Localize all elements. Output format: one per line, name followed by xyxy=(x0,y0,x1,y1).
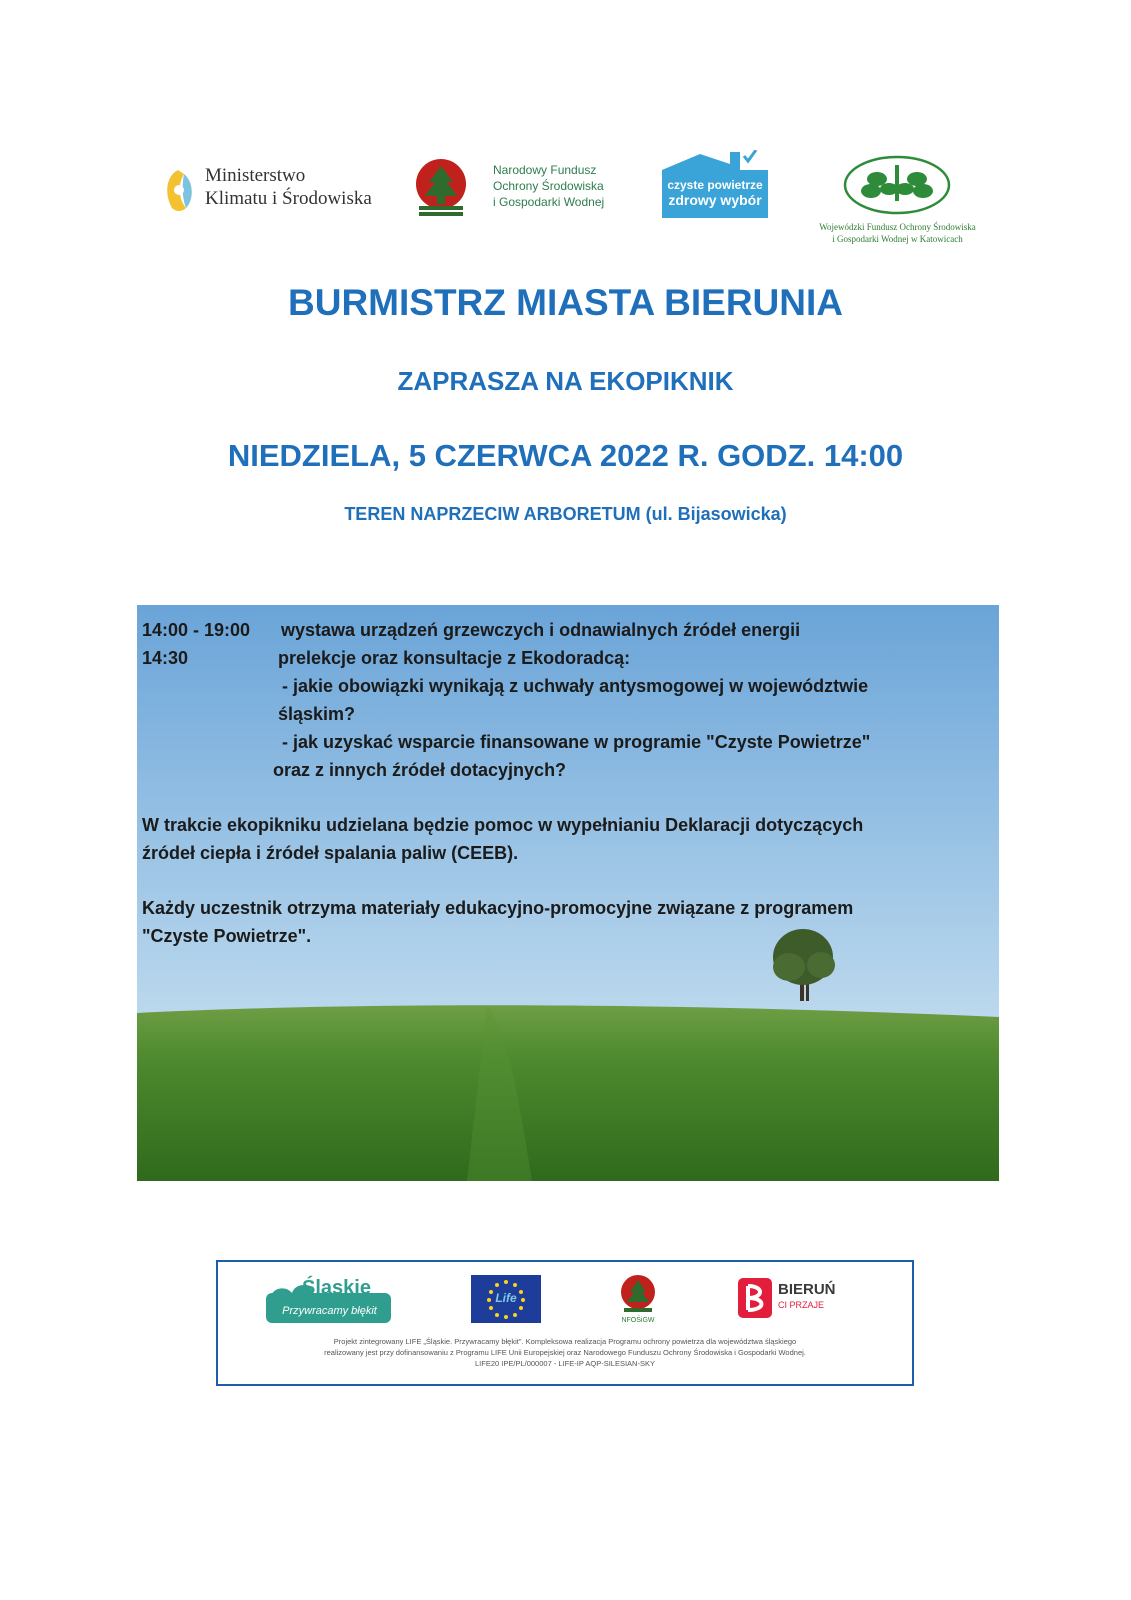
wfosigw-leaf-icon xyxy=(805,155,990,219)
time-2: 14:30 xyxy=(142,648,189,668)
slaskie-logo xyxy=(266,1277,391,1325)
nfosigw-line3: i Gospodarki Wodnej xyxy=(493,195,605,209)
program-item-2: prelekcje oraz konsultacje z Ekodoradcą: xyxy=(278,648,631,668)
question-1-line1: - jakie obowiązki wynikają z uchwały antysmogowej w województwie xyxy=(282,676,869,696)
nfosigw-line1: Narodowy Fundusz xyxy=(493,163,597,177)
question-2-line2: oraz z innych źródeł dotacyjnych? xyxy=(273,760,567,780)
ministry-line2: Klimatu i Środowiska xyxy=(205,188,372,209)
event-date: NIEDZIELA, 5 CZERWCA 2022 R. GODZ. 14:00 xyxy=(227,438,904,473)
funding-text xyxy=(218,1336,912,1369)
czyste-line1: czyste powietrze xyxy=(667,178,763,192)
bierun-emblem-icon xyxy=(738,1278,772,1318)
wfosigw-line2: i Gospodarki Wodnej w Katowicach xyxy=(832,234,963,244)
funding-banner xyxy=(216,1260,914,1386)
wfosigw-line1: Wojewódzki Fundusz Ochrony Środowiska xyxy=(819,222,976,232)
nfos-tree-icon xyxy=(618,1274,658,1316)
funding-text-line2: realizowany jest przy dofinansowaniu z Programu LIFE Unii Europejskiej oraz Narodowego Funduszu Ochrony Środowiska i Gospodarki Wodnej. xyxy=(324,1348,806,1357)
note-1-line2: źródeł ciepła i źródeł spalania paliw (CEEB). xyxy=(142,843,519,863)
ministry-emblem-icon xyxy=(160,168,196,214)
nfosigw-tree-icon xyxy=(415,158,467,220)
ministry-logo xyxy=(160,160,400,220)
nfosigw-emblem xyxy=(415,158,467,220)
program-picture xyxy=(137,605,999,1181)
nfosigw-name xyxy=(493,162,633,210)
bierun-title: BIERUŃ xyxy=(778,1281,836,1298)
funding-text-line1: Projekt zintegrowany LIFE „Śląskie. Przywracamy błękit". Kompleksowa realizacja Programu ochrony powietrza dla województwa śląskiego xyxy=(333,1337,797,1346)
nfos-label: NFOŚiGW xyxy=(621,1317,655,1324)
nfosigw-line2: Ochrony Środowiska xyxy=(493,179,604,193)
page-subtitle: ZAPRASZA NA EKOPIKNIK xyxy=(397,366,734,396)
bierun-subtitle: CI PRZAJE xyxy=(778,1300,825,1310)
funding-text-line3: LIFE20 IPE/PL/000007 - LIFE-IP AQP-SILESIAN-SKY xyxy=(475,1359,655,1368)
time-1: 14:00 - 19:00 xyxy=(142,620,251,640)
page-title: BURMISTRZ MIASTA BIERUNIA xyxy=(288,282,843,323)
question-1-line2: śląskim? xyxy=(278,704,356,724)
note-2-line1: Każdy uczestnik otrzyma materiały edukacyjno-promocyjne związane z programem xyxy=(142,898,854,918)
event-location: TEREN NAPRZECIW ARBORETUM (ul. Bijasowicka) xyxy=(344,504,787,524)
czyste-powietrze-logo xyxy=(660,150,770,220)
slaskie-title: Śląskie xyxy=(302,1277,371,1299)
question-2-line1: - jak uzyskać wsparcie finansowane w programie "Czyste Powietrze" xyxy=(282,732,871,752)
wfosigw-logo xyxy=(805,155,990,250)
nfos-logo xyxy=(618,1274,658,1328)
ministry-line1: Ministerstwo xyxy=(205,165,306,186)
slaskie-subtitle: Przywracamy błękit xyxy=(282,1305,377,1317)
bierun-logo xyxy=(738,1276,868,1320)
note-2-line2: "Czyste Powietrze". xyxy=(142,926,312,946)
eu-life-logo xyxy=(471,1275,541,1323)
program-item-1: wystawa urządzeń grzewczych i odnawialnych źródeł energii xyxy=(281,620,801,640)
czyste-line2: zdrowy wybór xyxy=(668,192,762,208)
life-label: Life xyxy=(495,1291,517,1305)
note-1-line1: W trakcie ekopikniku udzielana będzie pomoc w wypełnianiu Deklaracji dotyczących xyxy=(142,815,864,835)
